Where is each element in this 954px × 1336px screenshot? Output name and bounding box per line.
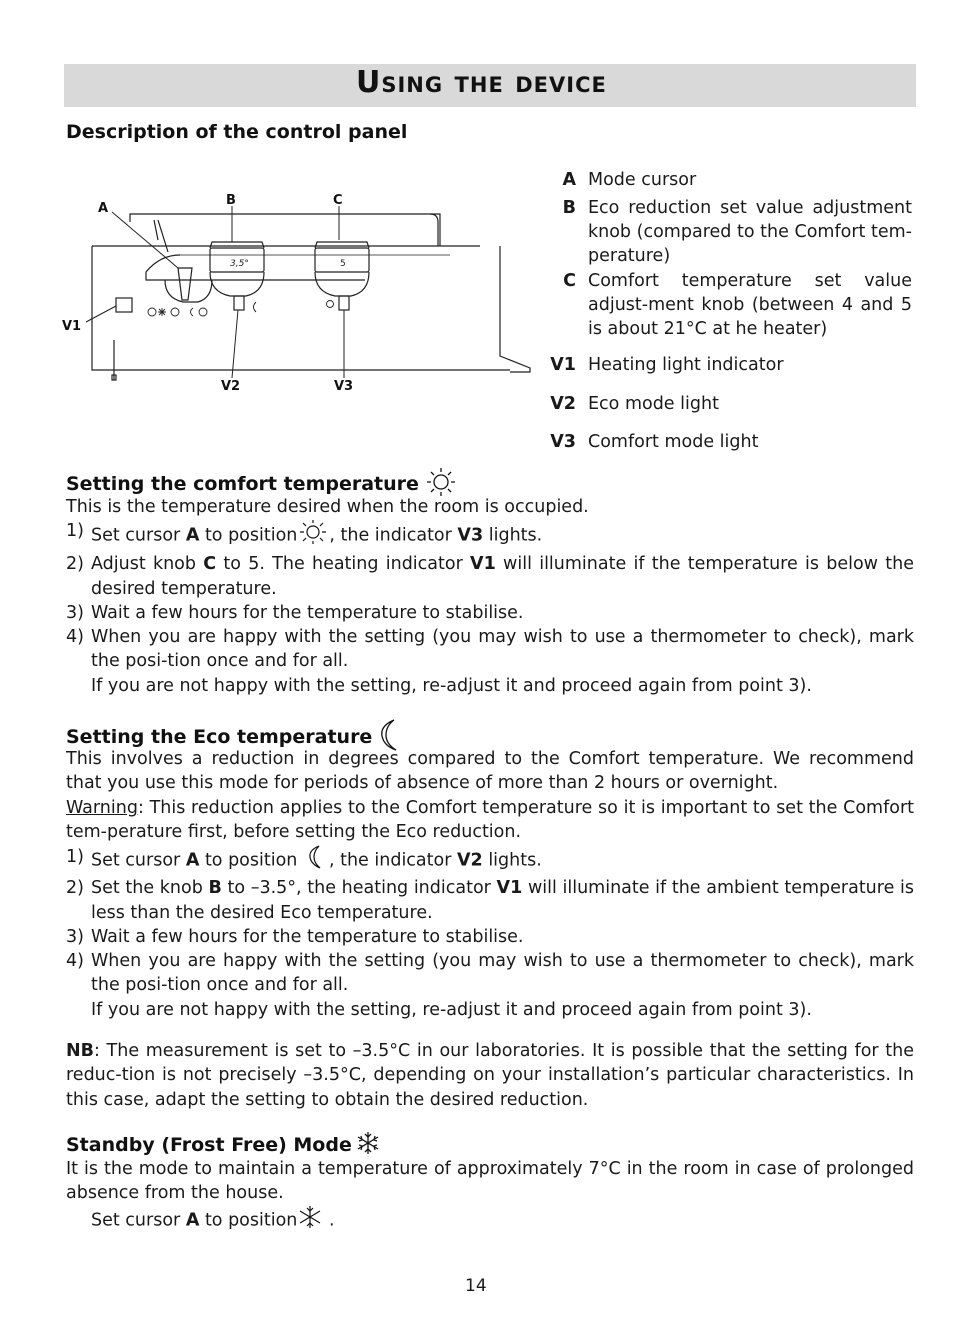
indicator-ref: V1 (496, 878, 523, 899)
list-item (66, 876, 914, 925)
nb-paragraph (66, 1039, 914, 1112)
list-item (66, 552, 914, 601)
legend-row-v1 (548, 353, 912, 377)
warning-text: : This reduction applies to the Comfort temperature so it is important to set the Comfort tem-perature first, before setting the Eco reduction. (66, 798, 914, 843)
step-text-part: Set cursor (91, 525, 181, 546)
legend-key: V1 (550, 355, 576, 375)
step-text-part: to position (204, 850, 298, 871)
step-number: 1) (66, 521, 84, 541)
legend-text: Comfort mode light (588, 432, 759, 452)
diagram-label-v1: V1 (62, 319, 82, 334)
legend-text: Eco reduction set value adjustment knob (compared to the Comfort tem-perature) (588, 198, 912, 266)
step-number: 3) (66, 926, 84, 947)
step-text (91, 519, 914, 552)
step-text: When you are happy with the setting (you may wish to use a thermometer to check), mark the posi-tion once and for all. (91, 627, 914, 672)
step-text-part: . (328, 1210, 335, 1231)
legend-key: B (562, 198, 576, 218)
legend-text: Comfort temperature set value adjust-ment knob (between 4 and 5 is about 21°C at he heater) (588, 271, 912, 339)
knob-ref: B (208, 878, 222, 899)
step-text-part: to position (204, 1210, 298, 1231)
sun-icon (297, 519, 329, 552)
cursor-ref: A (185, 1210, 200, 1231)
legend-text: Heating light indicator (588, 355, 784, 375)
indicator-ref: V3 (457, 525, 484, 546)
step-text-part: Set cursor (91, 850, 181, 871)
comfort-steps (66, 519, 914, 698)
step-text-part: Adjust knob (91, 554, 197, 575)
standby-instruction (66, 1205, 914, 1236)
comfort-note: If you are not happy with the setting, re-adjust it and proceed again from point 3). (91, 675, 812, 696)
indicator-ref: V2 (457, 850, 483, 871)
step-text-part: to position (204, 525, 298, 546)
legend-row-v2 (548, 392, 912, 416)
legend-row-b (548, 196, 912, 268)
step-number: 2) (66, 554, 84, 575)
nb-label: NB (66, 1041, 94, 1061)
list-item (66, 519, 914, 552)
legend-text: Mode cursor (588, 170, 697, 190)
step-text (91, 845, 914, 876)
knob-b-value: 3,5° (230, 259, 249, 269)
control-panel-diagram (60, 180, 540, 400)
step-number: 1) (66, 847, 84, 867)
title-banner (64, 64, 916, 107)
page-number: 14 (465, 1276, 487, 1296)
step-text-part: to 5. The heating indicator (223, 554, 463, 575)
step-text-part: lights. (488, 525, 543, 546)
step-text-part: lights. (488, 850, 542, 871)
step-number: 2) (66, 878, 84, 899)
eco-warning (66, 796, 914, 845)
diagram-label-c: C (333, 193, 343, 208)
list-item (66, 601, 914, 625)
step-number: 4) (66, 627, 84, 648)
standby-heading-text: Standby (Frost Free) Mode (66, 1134, 352, 1156)
warning-label: Warning (66, 798, 138, 818)
eco-heading-text: Setting the Eco temperature (66, 726, 373, 748)
list-item (66, 625, 914, 674)
legend-key: V2 (550, 394, 576, 414)
control-panel-heading: Description of the control panel (66, 121, 408, 143)
legend-key: V3 (550, 432, 576, 452)
step-text-part: Set the knob (91, 878, 203, 899)
list-item (66, 845, 914, 876)
list-item (66, 949, 914, 998)
step-text-part: will illuminate if the ambient temperature is less than the desired Eco temperature. (91, 878, 914, 923)
legend-key: A (562, 170, 576, 190)
diagram-label-b: B (226, 193, 236, 208)
nb-text: : The measurement is set to –3.5°C in our laboratories. It is possible that the setting for the reduc-tion is not precisely –3.5°C, depending on your installation’s particular characteristics. In this case, adapt the setting to obtain the desired reduction. (66, 1041, 914, 1110)
knob-c-value: 5 (340, 259, 346, 269)
moon-icon (303, 845, 329, 876)
step-text (91, 876, 914, 925)
page-title: Using the device (356, 65, 607, 100)
step-text-part: , the indicator (328, 850, 452, 871)
step-text: Wait a few hours for the temperature to stabilise. (91, 926, 524, 947)
legend-text: Eco mode light (588, 394, 719, 414)
knob-ref: C (203, 554, 217, 575)
step-number: 4) (66, 951, 84, 972)
step-text-part: Set cursor (91, 1210, 181, 1231)
step-number: 3) (66, 602, 84, 623)
legend-key: C (563, 271, 576, 291)
diagram-label-v3: V3 (334, 379, 354, 394)
diagram-legend (548, 168, 912, 454)
step-text (91, 552, 914, 601)
eco-steps (66, 845, 914, 1022)
indicator-ref: V1 (470, 554, 496, 575)
step-text-part: will illuminate if the temperature is below the desired temperature. (91, 554, 914, 599)
step-text-part: , the indicator (329, 525, 452, 546)
cursor-ref: A (185, 525, 200, 546)
legend-row-a (548, 168, 912, 192)
diagram-label-v2: V2 (221, 379, 241, 394)
legend-row-c (548, 269, 912, 341)
list-item (66, 925, 914, 949)
eco-note: If you are not happy with the setting, re-adjust it and proceed again from point 3). (91, 999, 812, 1020)
legend-row-v3 (548, 430, 912, 454)
step-text-part: to –3.5°, the heating indicator (227, 878, 491, 899)
standby-intro: It is the mode to maintain a temperature of approximately 7°C in the room in case of prolonged absence from the house. (66, 1159, 914, 1204)
cursor-ref: A (185, 850, 200, 871)
comfort-intro: This is the temperature desired when the room is occupied. (66, 497, 589, 517)
step-text: Wait a few hours for the temperature to stabilise. (91, 602, 524, 623)
snowflake-icon (297, 1205, 323, 1236)
eco-intro: This involves a reduction in degrees compared to the Comfort temperature. We recommend that you use this mode for periods of absence of more than 2 hours or overnight. (66, 749, 914, 794)
step-text: When you are happy with the setting (you may wish to use a thermometer to check), mark the posi-tion once and for all. (91, 951, 914, 996)
comfort-heading-text: Setting the comfort temperature (66, 473, 419, 495)
diagram-label-a: A (98, 201, 109, 216)
